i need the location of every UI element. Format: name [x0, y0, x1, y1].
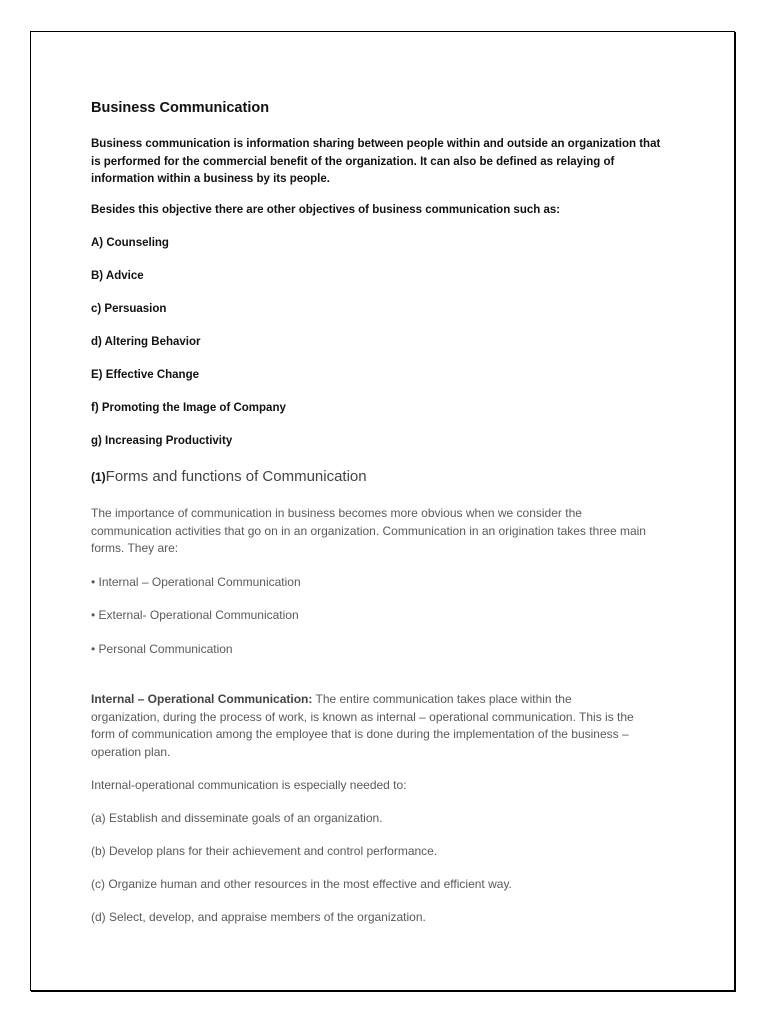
- section-number: (1): [91, 470, 106, 484]
- form-list-item: • External- Operational Communication: [91, 608, 299, 622]
- objective-item: d) Altering Behavior: [91, 336, 201, 348]
- objective-item: A) Counseling: [91, 237, 169, 249]
- section-paragraph-line: forms. They are:: [91, 541, 179, 555]
- needed-intro: Internal-operational communication is especially needed to:: [91, 778, 407, 792]
- section-paragraph: [91, 505, 646, 558]
- need-item: (d) Select, develop, and appraise members of the organization.: [91, 910, 426, 924]
- intro-paragraph: [91, 136, 660, 189]
- need-item: (c) Organize human and other resources in the most effective and efficient way.: [91, 877, 512, 891]
- objective-item: B) Advice: [91, 270, 144, 282]
- internal-line-rest: The entire communication takes place within the: [312, 692, 572, 706]
- internal-paragraph: [91, 691, 634, 761]
- internal-first-line: [91, 691, 634, 709]
- section-heading: [91, 468, 367, 485]
- section-paragraph-line: communication activities that go on in an organization. Communication in an origination takes three main: [91, 523, 646, 538]
- internal-line: organization, during the process of work, is known as internal – operational communication. This is the: [91, 709, 634, 724]
- section-heading-text: Forms and functions of Communication: [105, 468, 367, 485]
- internal-line: form of communication among the employee that is done during the implementation of the business –: [91, 727, 629, 741]
- form-list-item: • Personal Communication: [91, 642, 233, 656]
- internal-line: operation plan.: [91, 744, 171, 759]
- need-item: (b) Develop plans for their achievement and control performance.: [91, 844, 438, 858]
- objective-item: E) Effective Change: [91, 369, 199, 381]
- document-title: Business Communication: [91, 100, 270, 116]
- intro-line: information within a business by its people.: [91, 173, 330, 185]
- form-list-item: • Internal – Operational Communication: [91, 575, 301, 589]
- objectives-intro: Besides this objective there are other objectives of business communication such as:: [91, 204, 561, 216]
- objective-item: f) Promoting the Image of Company: [91, 402, 286, 414]
- section-paragraph-line: The importance of communication in business becomes more obvious when we consider the: [91, 506, 582, 520]
- objective-item: c) Persuasion: [91, 303, 167, 315]
- need-item: (a) Establish and disseminate goals of an organization.: [91, 811, 383, 825]
- objective-item: g) Increasing Productivity: [91, 435, 233, 447]
- intro-line: is performed for the commercial benefit of the organization. It can also be defined as relaying of: [91, 155, 615, 168]
- intro-line: Business communication is information sharing between people within and outside an organization that: [91, 138, 661, 150]
- internal-term: Internal – Operational Communication:: [91, 692, 313, 706]
